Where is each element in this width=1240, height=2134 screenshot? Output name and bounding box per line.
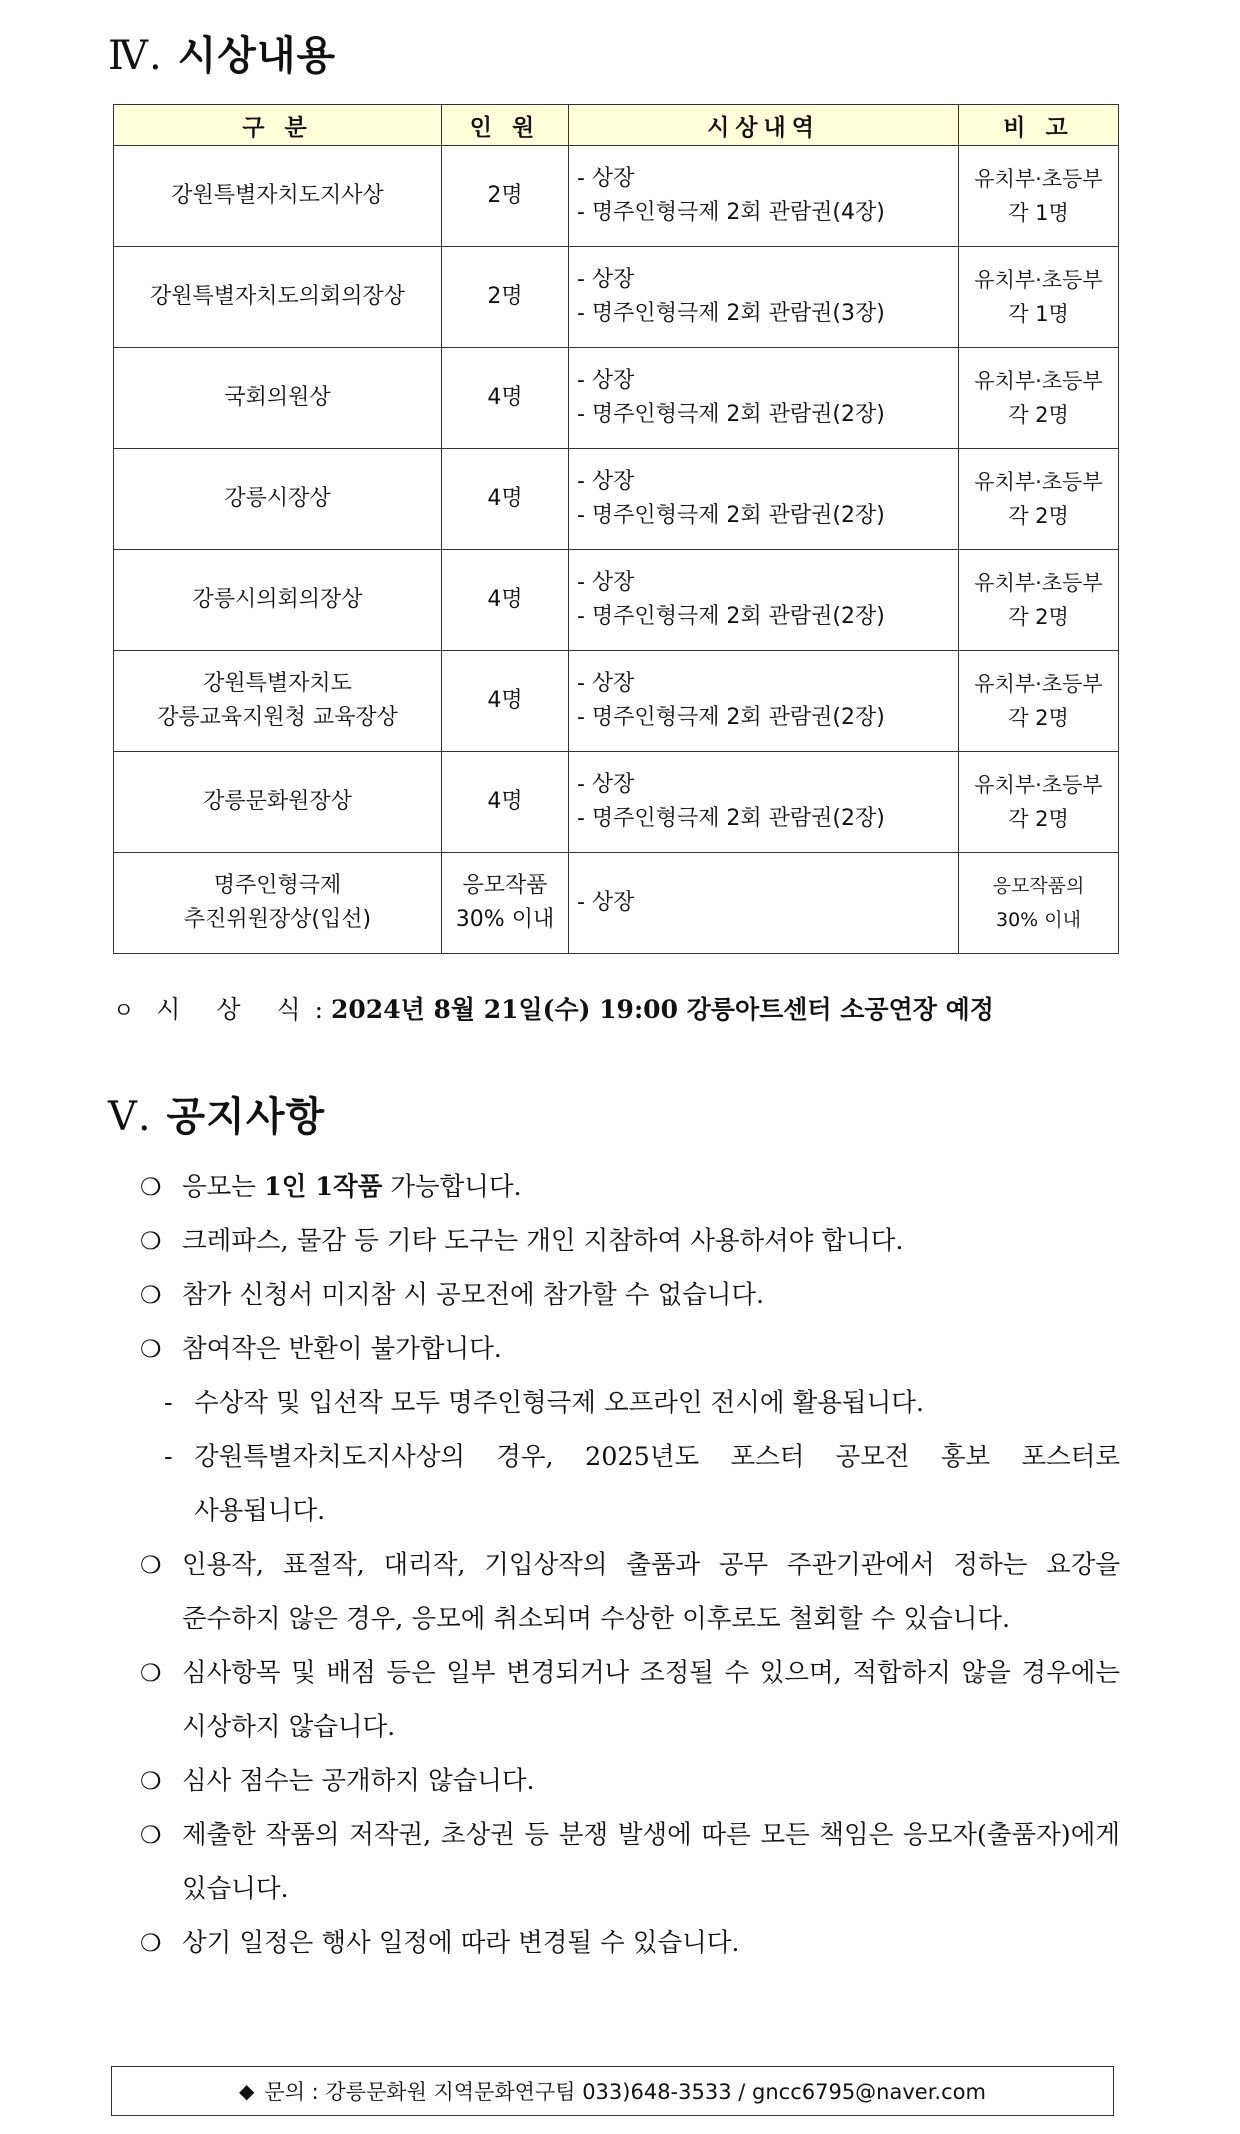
note-line: 각 1명 [1008, 302, 1069, 326]
ceremony-info [113, 990, 1133, 1026]
award-line: 강원특별자치도 [203, 671, 352, 696]
notice-list [140, 1160, 1120, 1970]
award-count [442, 247, 569, 348]
award-name [114, 247, 442, 348]
award-line: 강릉시장상 [224, 486, 331, 511]
note-line: 응모작품의 [992, 875, 1085, 897]
bullet-icon: ❍ [140, 1173, 162, 1201]
count-line: 2명 [487, 183, 523, 208]
detail-line: - 상장 [577, 570, 635, 595]
detail-line: - 명주인형극제 2회 관람권(2장) [577, 604, 885, 629]
award-details [569, 247, 959, 348]
award-line: 강원특별자치도지사상 [171, 183, 384, 208]
table-row [114, 247, 1119, 348]
award-line: 강원특별자치도의회의장상 [149, 284, 406, 309]
ceremony-bullet: ㅇ [113, 999, 135, 1024]
award-details [569, 449, 959, 550]
notice-text [182, 1172, 522, 1202]
list-item [140, 1808, 1120, 1916]
notice-text: 참여작은 반환이 불가합니다. [182, 1334, 502, 1364]
note-line: 유치부·초등부 [974, 369, 1103, 393]
detail-line: - 명주인형극제 2회 관람권(3장) [577, 301, 885, 326]
list-item [140, 1160, 1120, 1214]
award-note [959, 550, 1119, 651]
award-line: 강릉교육지원청 교육장상 [157, 705, 398, 730]
notice-text: 심사항목 및 배점 등은 일부 변경되거나 조정될 수 있으며, 적합하지 않을 경우에는 시상하지 않습니다. [182, 1658, 1120, 1742]
section-numeral: Ⅳ. [108, 33, 163, 79]
bullet-icon: ❍ [140, 1551, 162, 1579]
section-numeral: Ⅴ. [108, 1094, 152, 1140]
bullet-icon: ❍ [140, 1767, 162, 1795]
note-line: 각 2명 [1008, 504, 1069, 528]
detail-line: - 상장 [577, 267, 635, 292]
award-details [569, 752, 959, 853]
bullet-icon: ❍ [140, 1659, 162, 1687]
detail-line: - 상장 [577, 671, 635, 696]
detail-line: - 명주인형극제 2회 관람권(2장) [577, 806, 885, 831]
list-subitem [140, 1430, 1120, 1538]
count-line: 4명 [487, 385, 523, 410]
contact-text: 문의 : 강릉문화원 지역문화연구팀 033)648-3533 / gncc6795@naver.com [264, 2080, 986, 2104]
bullet-icon: ❍ [140, 1281, 162, 1309]
notice-text-part: 가능합니다. [382, 1172, 522, 1202]
notice-emphasis: 1인 1작품 [264, 1172, 383, 1202]
table-row [114, 449, 1119, 550]
note-line: 유치부·초등부 [974, 167, 1103, 191]
notice-text: 제출한 작품의 저작권, 초상권 등 분쟁 발생에 따른 모든 책임은 응모자(출품자)에게 있습니다. [182, 1820, 1120, 1904]
count-line: 4명 [487, 486, 523, 511]
note-line: 유치부·초등부 [974, 773, 1103, 797]
diamond-icon: ◆ [239, 2079, 255, 2103]
note-line: 각 2명 [1008, 605, 1069, 629]
award-name [114, 550, 442, 651]
notice-subtext: 강원특별자치도지사상의 경우, 2025년도 포스터 공모전 홍보 포스터로 사용됩니다. [194, 1442, 1120, 1526]
table-row [114, 348, 1119, 449]
detail-line: - 명주인형극제 2회 관람권(4장) [577, 200, 885, 225]
detail-line: - 상장 [577, 166, 635, 191]
award-count [442, 348, 569, 449]
header-note: 비 고 [959, 105, 1119, 146]
award-count [442, 146, 569, 247]
dash-marker: - [164, 1388, 173, 1418]
award-line: 강릉문화원장상 [203, 789, 352, 814]
list-subitem [140, 1376, 1120, 1430]
ceremony-label: 시 상 식 [156, 995, 315, 1024]
award-details [569, 651, 959, 752]
detail-line: - 명주인형극제 2회 관람권(2장) [577, 705, 885, 730]
note-line: 각 2명 [1008, 807, 1069, 831]
award-name [114, 146, 442, 247]
table-row [114, 853, 1119, 954]
notice-text: 크레파스, 물감 등 기타 도구는 개인 지참하여 사용하셔야 합니다. [182, 1226, 904, 1256]
note-line: 각 1명 [1008, 201, 1069, 225]
ceremony-separator: : [314, 995, 324, 1024]
award-details [569, 348, 959, 449]
table-row [114, 651, 1119, 752]
note-line: 각 2명 [1008, 403, 1069, 427]
award-name [114, 348, 442, 449]
count-line: 4명 [487, 587, 523, 612]
ceremony-value: 2024년 8월 21일(수) 19:00 강릉아트센터 소공연장 예정 [331, 995, 994, 1024]
award-name [114, 651, 442, 752]
note-line: 각 2명 [1008, 706, 1069, 730]
section-title: 공지사항 [166, 1094, 326, 1140]
dash-marker: - [164, 1442, 173, 1472]
section-title: 시상내용 [177, 33, 337, 79]
list-item [140, 1646, 1120, 1754]
award-note [959, 348, 1119, 449]
award-line: 추진위원장상(입선) [183, 907, 372, 932]
detail-line: - 명주인형극제 2회 관람권(2장) [577, 503, 885, 528]
award-note [959, 146, 1119, 247]
notice-text: 인용작, 표절작, 대리작, 기입상작의 출품과 공무 주관기관에서 정하는 요강을 준수하지 않은 경우, 응모에 취소되며 수상한 이후로도 철회할 수 있습니다. [182, 1550, 1120, 1634]
bullet-icon: ❍ [140, 1929, 162, 1957]
award-details [569, 550, 959, 651]
header-count: 인 원 [442, 105, 569, 146]
table-row [114, 550, 1119, 651]
award-name [114, 752, 442, 853]
award-note [959, 651, 1119, 752]
detail-line: - 명주인형극제 2회 관람권(2장) [577, 402, 885, 427]
award-line: 명주인형극제 [213, 873, 342, 898]
award-name [114, 449, 442, 550]
list-item [140, 1268, 1120, 1322]
notice-subtext: 수상작 및 입선작 모두 명주인형극제 오프라인 전시에 활용됩니다. [194, 1388, 924, 1418]
detail-line: - 상장 [577, 772, 635, 797]
detail-line: - 상장 [577, 368, 635, 393]
detail-line: - 상장 [577, 469, 635, 494]
award-line: 국회의원상 [224, 385, 331, 410]
award-count [442, 853, 569, 954]
notice-text: 심사 점수는 공개하지 않습니다. [182, 1766, 535, 1796]
count-line: 2명 [487, 284, 523, 309]
award-count [442, 449, 569, 550]
table-row [114, 146, 1119, 247]
notice-text-part: 응모는 [182, 1172, 265, 1202]
section-heading-awards [108, 24, 336, 81]
notice-text: 참가 신청서 미지참 시 공모전에 참가할 수 없습니다. [182, 1280, 765, 1310]
table-row [114, 752, 1119, 853]
award-count [442, 752, 569, 853]
list-item [140, 1916, 1120, 1970]
award-note [959, 752, 1119, 853]
notice-text: 상기 일정은 행사 일정에 따라 변경될 수 있습니다. [182, 1928, 740, 1958]
count-line: 4명 [487, 789, 523, 814]
award-note [959, 247, 1119, 348]
note-line: 유치부·초등부 [974, 672, 1103, 696]
award-note [959, 853, 1119, 954]
section-heading-notices [108, 1085, 325, 1142]
award-details [569, 146, 959, 247]
table-header-row [114, 105, 1119, 146]
detail-line: - 상장 [577, 890, 635, 915]
note-line: 유치부·초등부 [974, 571, 1103, 595]
award-name [114, 853, 442, 954]
list-item [140, 1214, 1120, 1268]
header-details: 시상내역 [569, 105, 959, 146]
awards-table [113, 104, 1119, 954]
bullet-icon: ❍ [140, 1227, 162, 1255]
contact-box [111, 2066, 1114, 2116]
award-line: 강릉시의회의장상 [192, 587, 363, 612]
award-count [442, 651, 569, 752]
count-line: 30% 이내 [455, 907, 555, 932]
count-line: 4명 [487, 688, 523, 713]
award-note [959, 449, 1119, 550]
list-item [140, 1322, 1120, 1376]
list-item [140, 1754, 1120, 1808]
bullet-icon: ❍ [140, 1821, 162, 1849]
note-line: 30% 이내 [996, 909, 1081, 931]
bullet-icon: ❍ [140, 1335, 162, 1363]
note-line: 유치부·초등부 [974, 268, 1103, 292]
header-category: 구 분 [114, 105, 442, 146]
list-item [140, 1538, 1120, 1646]
note-line: 유치부·초등부 [974, 470, 1103, 494]
award-count [442, 550, 569, 651]
award-details [569, 853, 959, 954]
count-line: 응모작품 [462, 873, 548, 898]
